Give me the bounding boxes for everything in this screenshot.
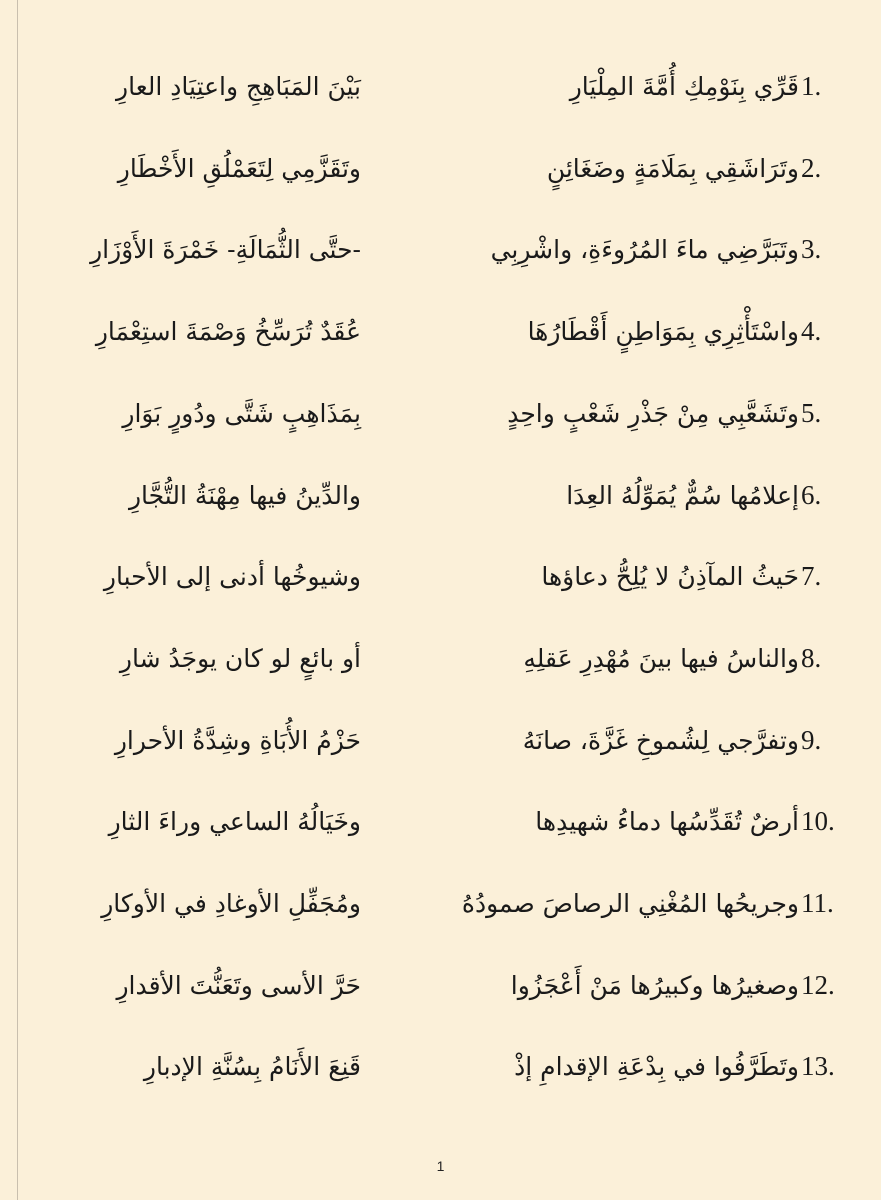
verse-row (0, 951, 881, 1021)
verse-row (0, 706, 881, 776)
verse-second-hemistich: ومُجَفِّلِ الأوغادِ في الأوكارِ (101, 889, 361, 918)
verse-first-hemistich: إعلامُها سُمٌّ يُمَوِّلُهُ العِدَا (566, 480, 799, 510)
verse-second-hemistich: وخَيَالُهُ الساعي وراءَ الثارِ (108, 807, 361, 837)
verse-number: 10. (801, 806, 835, 837)
verse-row (0, 542, 881, 612)
verse-row (0, 1032, 881, 1102)
verse-first-hemistich: وصغيرُها وكبيرُها مَنْ أَعْجَزُوا (510, 970, 799, 1000)
verse-row (0, 624, 881, 694)
verse-number: 1. (801, 71, 822, 101)
verse-first-hemistich: وتَطَرَّفُوا في بِدْعَةِ الإقدامِ إذْ (514, 1052, 799, 1082)
verse-row (0, 787, 881, 857)
verse-second-hemistich: حَزْمُ الأُبَاةِ وشِدَّةُ الأحرارِ (114, 725, 361, 755)
page-number: 1 (436, 1158, 445, 1174)
verse-first-hemistich: وتفرَّجي لِشُموخِ غَزَّةَ، صانَهُ (522, 725, 799, 755)
verse-number: 9. (801, 724, 822, 755)
verse-row (0, 461, 881, 531)
verse-second-hemistich: حَرَّ الأسى وتَعَنُّتَ الأقدارِ (116, 970, 361, 1000)
verse-first-hemistich: وتَشَعَّبِي مِنْ جَذْرِ شَعْبٍ واحِدٍ (507, 398, 799, 428)
verse-number: 2. (801, 152, 822, 183)
verse-second-hemistich: بَيْنَ المَبَاهِجِ واعتِيَادِ العارِ (116, 72, 361, 101)
verse-first-hemistich: قَرِّي بِنَوْمِكِ أُمَّةَ المِلْيَارِ (569, 72, 799, 101)
verse-first-hemistich: وتَبَرَّضِي ماءَ المُرُوءَةِ، واشْرِبِي (490, 235, 799, 265)
verse-number: 7. (801, 561, 822, 592)
verse-first-hemistich: حَيثُ المآذِنُ لا يُلِحُّ دعاؤها (541, 562, 799, 592)
verse-first-hemistich: والناسُ فيها بينَ مُهْدِرِ عَقلِهِ (523, 643, 799, 673)
verse-row (0, 134, 881, 204)
verse-second-hemistich: قَنِعَ الأَنَامُ بِسُنَّةِ الإدبارِ (143, 1052, 361, 1082)
verse-number: 6. (801, 479, 822, 510)
verse-number: 12. (801, 969, 835, 1000)
verse-second-hemistich: والدِّينُ فيها مِهْنَةُ التُّجَّارِ (128, 480, 361, 510)
verse-second-hemistich: أو بائعٍ لو كان يوجَدُ شارِ (119, 643, 361, 673)
verse-row (0, 869, 881, 939)
verse-second-hemistich: بِمَذَاهِبٍ شَتَّى ودُورٍ بَوَارِ (122, 398, 361, 428)
verse-row (0, 379, 881, 449)
verse-number: 3. (801, 234, 822, 265)
verse-second-hemistich: وشيوخُها أدنى إلى الأحبارِ (103, 562, 361, 592)
verse-first-hemistich: وجريحُها المُغْنِي الرصاصَ صمودُهُ (461, 889, 799, 918)
verse-number: 5. (801, 397, 822, 428)
verse-row (0, 215, 881, 285)
verse-row (0, 52, 881, 122)
verse-second-hemistich: عُقَدٌ تُرَسِّخُ وَصْمَةَ استِعْمَارِ (95, 317, 361, 347)
verse-number: 8. (801, 642, 822, 673)
verse-second-hemistich: -حتَّى الثُّمَالَةِ- خَمْرَةَ الأَوْزَارِ (90, 235, 361, 265)
verse-first-hemistich: واسْتَأْثِرِي بِمَوَاطِنٍ أَقْطَارُهَا (527, 317, 799, 347)
verse-number: 11. (801, 888, 834, 918)
verse-first-hemistich: وتَرَاشَقِي بِمَلَامَةٍ وضَغَائِنٍ (546, 153, 799, 183)
verse-number: 13. (801, 1051, 835, 1082)
verse-number: 4. (801, 316, 822, 347)
verse-row (0, 297, 881, 367)
verse-first-hemistich: أرضٌ تُقَدِّسُها دماءُ شهيدِها (535, 807, 799, 837)
verse-second-hemistich: وتَقَزَّمِي لِتَعَمْلُقِ الأَخْطَارِ (117, 153, 361, 183)
